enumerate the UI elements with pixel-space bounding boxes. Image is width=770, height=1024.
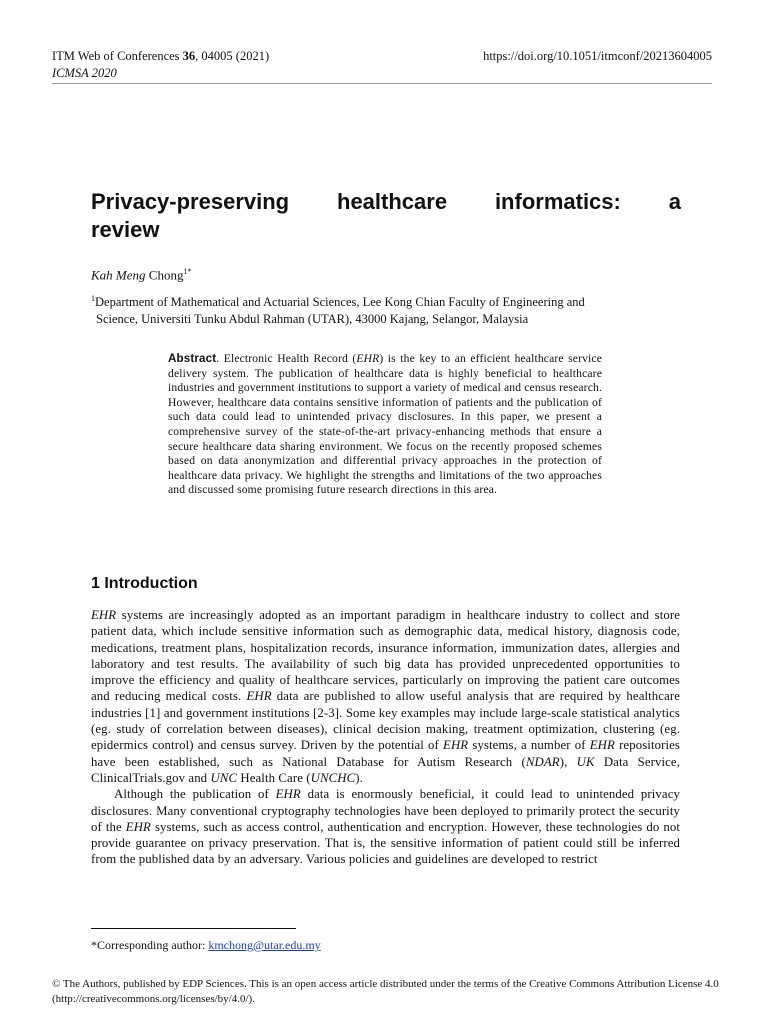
inline-term: UK: [576, 754, 595, 769]
abstract: [168, 352, 602, 498]
paragraph-text: repositories have been established, such as National Database for Autism Research (: [91, 738, 680, 769]
abstract-label: Abstract: [168, 352, 217, 365]
author-line: [91, 267, 191, 283]
paragraph-text: ),: [559, 754, 577, 769]
paragraph-text: systems are increasingly adopted as an important paradigm in healthcare industry to collect and store patient data, which include sensitive information such as demographic data, medical history, diagnosis code, medications, treatment plans, hospitalization records, insurance information, immunization dates, allergies and laboratory and test results. The availability of such big data has provided unprecedented opportunities to improve the efficiency and quality of healthcare services, particularly on improving the patient care outcomes and reducing medical costs.: [91, 608, 680, 704]
paragraph-text: Data Service, ClinicalTrials.gov and: [91, 754, 680, 785]
paragraph-text: Health Care (: [237, 770, 311, 785]
body-text: [91, 607, 680, 868]
paper-title: [91, 188, 681, 244]
author-family-name: Chong: [145, 267, 184, 283]
inline-term: UNC: [210, 770, 238, 785]
paper-title-line-1: Privacy-preserving healthcare informatics: a: [91, 189, 681, 214]
footnote-divider: [91, 928, 296, 929]
doi-link[interactable]: https://doi.org/10.1051/itmconf/20213604005: [483, 49, 712, 63]
article-number: , 04005 (2021): [195, 49, 270, 63]
paragraph-text: systems, such as access control, authentication and encryption. However, these technologies do not provide guarantee on privacy preservation. That is, the sensitive information of patient could still be inferred from the published data by an adversary. Various policies and guidelines are developed to restrict: [91, 819, 680, 867]
footnote-label: *Corresponding author:: [91, 938, 209, 952]
paper-title-line-2: review: [91, 217, 160, 242]
footnote: [91, 938, 321, 953]
paragraph-text: data are published to allow useful analysis that are required by healthcare industries [1] and government institutions [2-3]. Some key examples may include large-scale statistical analytics (eg. study of correlation between diseases), clinical decision making, treatment optimization, clustering (eg. epidermics control) and census survey. Driven by the potential of: [91, 689, 680, 753]
journal-name: ITM Web of Conferences: [52, 49, 183, 63]
journal-volume: 36: [182, 49, 196, 63]
paragraph-text: data is enormously beneficial, it could lead to unintended privacy disclosures. Many conventional cryptography technologies have been deployed to primarily protect the security of the: [91, 787, 680, 834]
running-header-left: [52, 48, 269, 82]
abstract-text-2: ) is the key to an efficient healthcare service delivery system. The publication of healthcare data is highly beneficial to healthcare industries and government institutions to support a variety of medical and census research. However, healthcare data contains sensitive information of patients and the publication of such data could lead to unintended privacy disclosures. In this paper, we present a comprehensive survey of the state-of-the-art privacy-enhancing methods that ensure a secure healthcare data sharing environment. We focus on the recently proposed schemes based on data anonymization and differential privacy approaches in the protection of healthcare data privacy. We highlight the strengths and limitations of the two approaches and discussed some promising future research directions in this area.: [168, 352, 603, 497]
inline-term: UNCHC: [310, 770, 356, 785]
affiliation-line-1: Department of Mathematical and Actuarial Sciences, Lee Kong Chian Faculty of Engineering and: [95, 295, 585, 310]
paragraph: [91, 607, 680, 786]
paragraph-text: ).: [355, 770, 363, 785]
abstract-ehr: EHR: [356, 352, 380, 365]
paragraph-text: systems, a number of: [468, 738, 590, 753]
inline-term: EHR: [91, 608, 117, 622]
section-heading: 1 Introduction: [91, 575, 198, 592]
author-given-name: Kah Meng: [91, 267, 146, 283]
abstract-text-1: . Electronic Health Record (: [216, 352, 357, 365]
header-divider: [52, 83, 712, 84]
paragraph-text: Although the publication of: [114, 787, 276, 802]
journal-citation: [52, 48, 269, 65]
conference-series: ICMSA 2020: [52, 66, 117, 80]
inline-term: EHR: [275, 787, 301, 802]
author-affiliation-mark: 1*: [183, 267, 192, 276]
license-notice: © The Authors, published by EDP Sciences. This is an open access article distributed under the terms of the Creative Commons Attribution License 4.0 (http://creativecommons.org/licenses/by/4.0/).: [52, 978, 719, 1005]
inline-term: EHR: [443, 738, 469, 753]
corresponding-email-link[interactable]: kmchong@utar.edu.my: [208, 938, 321, 952]
paragraph: [91, 786, 680, 867]
inline-term: EHR: [589, 738, 615, 753]
inline-term: NDAR: [525, 754, 560, 769]
inline-term: EHR: [246, 689, 272, 704]
affiliation-line-2: Science, Universiti Tunku Abdul Rahman (UTAR), 43000 Kajang, Selangor, Malaysia: [96, 311, 529, 326]
inline-term: EHR: [125, 819, 151, 834]
affiliation-mark: 1: [91, 294, 95, 303]
affiliation: [91, 291, 691, 327]
